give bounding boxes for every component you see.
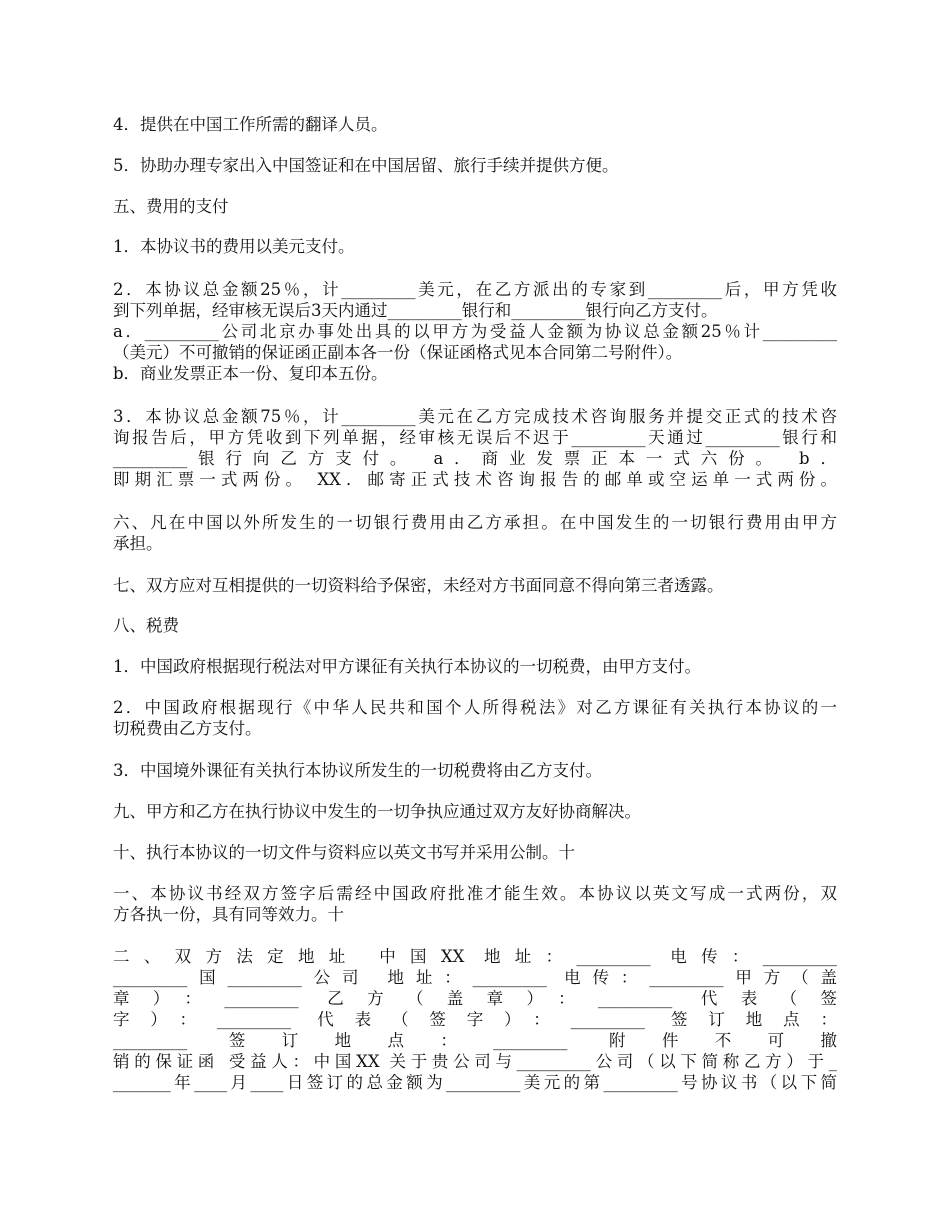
section-addresses-line-6: 销的保证函 受益人：中国XX 关于贵公司与_________公司（以下简称乙方）于_: [113, 1052, 837, 1071]
section-effectiveness-line-2: 方各执一份，具有同等效力。十: [113, 905, 344, 924]
paragraph-payment-currency: 1．本协议书的费用以美元支付。: [113, 237, 355, 256]
section-heading-8-taxes: 八、税费: [113, 616, 179, 635]
paragraph-tax-party-a: 1．中国政府根据现行税法对甲方课征有关执行本协议的一切税费，由甲方支付。: [113, 657, 701, 676]
section-dispute-resolution: 九、甲方和乙方在执行协议中发生的一切争执应通过双方友好协商解决。: [113, 802, 641, 821]
paragraph-item-5-visa-assistance: 5．协助办理专家出入中国签证和在中国居留、旅行手续并提供方便。: [113, 156, 619, 175]
paragraph-tax-overseas: 3．中国境外课征有关执行本协议所发生的一切税费将由乙方支付。: [113, 761, 602, 780]
section-bank-fees-line-2: 承担。: [113, 534, 163, 553]
section-addresses-line-2: _________国_________公司 地址：_________ 电传：_________甲方（盖: [113, 968, 837, 987]
section-bank-fees-line-1: 六、凡在中国以外所发生的一切银行费用由乙方承担。在中国发生的一切银行费用由甲方: [113, 513, 837, 532]
paragraph-payment-25-line-3: a．_________公司北京办事处出具的以甲方为受益人金额为协议总金额25％计_________: [113, 322, 837, 341]
section-addresses-line-1: 二、双方法定地址 中国XX 地址：_________ 电传：_________: [113, 947, 837, 966]
section-language-units: 十、执行本协议的一切文件与资料应以英文书写并采用公制。十: [113, 843, 575, 862]
paragraph-payment-25-line-4: （美元）不可撤销的保证函正副本各一份（保证函格式见本合同第二号附件）。: [113, 343, 683, 362]
paragraph-tax-income-line-1: 2．中国政府根据现行《中华人民共和国个人所得税法》对乙方课征有关执行本协议的一: [113, 698, 837, 717]
section-addresses-line-4: 字）：_________ 代表（签字）：_________ 签订地点：: [113, 1010, 837, 1029]
paragraph-item-4-translators: 4．提供在中国工作所需的翻译人员。: [113, 115, 388, 134]
section-addresses-line-7: _______年____月____日签订的总金额为_________美元的第_________号协议书（以下简: [113, 1073, 837, 1092]
paragraph-tax-income-line-2: 切税费由乙方支付。: [113, 719, 262, 738]
section-effectiveness-line-1: 一、本协议书经双方签字后需经中国政府批准才能生效。本协议以英文写成一式两份，双: [113, 884, 837, 903]
section-heading-5-payment: 五、费用的支付: [113, 197, 229, 216]
paragraph-payment-25-line-1: 2．本协议总金额25％，计_________美元，在乙方派出的专家到_________后，甲方凭收: [113, 280, 837, 299]
section-addresses-line-5: _________ 签订地点：_________ 附件不可撤: [113, 1031, 837, 1050]
section-confidentiality: 七、双方应对互相提供的一切资料给予保密，未经对方书面同意不得向第三者透露。: [113, 576, 724, 595]
paragraph-payment-75-line-1: 3．本协议总金额75％，计_________美元在乙方完成技术咨询服务并提交正式的技术咨: [113, 407, 837, 426]
section-addresses-line-3: 章）：_________ 乙方（盖章）：_________ 代表（签: [113, 989, 837, 1008]
paragraph-payment-25-line-2: 到下列单据，经审核无误后3天内通过_________银行和_________银行向乙方支付。: [113, 301, 718, 320]
paragraph-payment-75-line-3: _________银行向乙方支付。 a．商业发票正本一式六份。 b．: [113, 449, 837, 468]
paragraph-payment-75-line-2: 询报告后，甲方凭收到下列单据，经审核无误后不迟于_________天通过_________银行和: [113, 428, 837, 447]
paragraph-payment-75-line-4: 即期汇票一式两份。 XX．邮寄正式技术咨询报告的邮单或空运单一式两份。: [113, 470, 837, 489]
paragraph-payment-25-line-5: b．商业发票正本一份、复印本五份。: [113, 364, 388, 383]
